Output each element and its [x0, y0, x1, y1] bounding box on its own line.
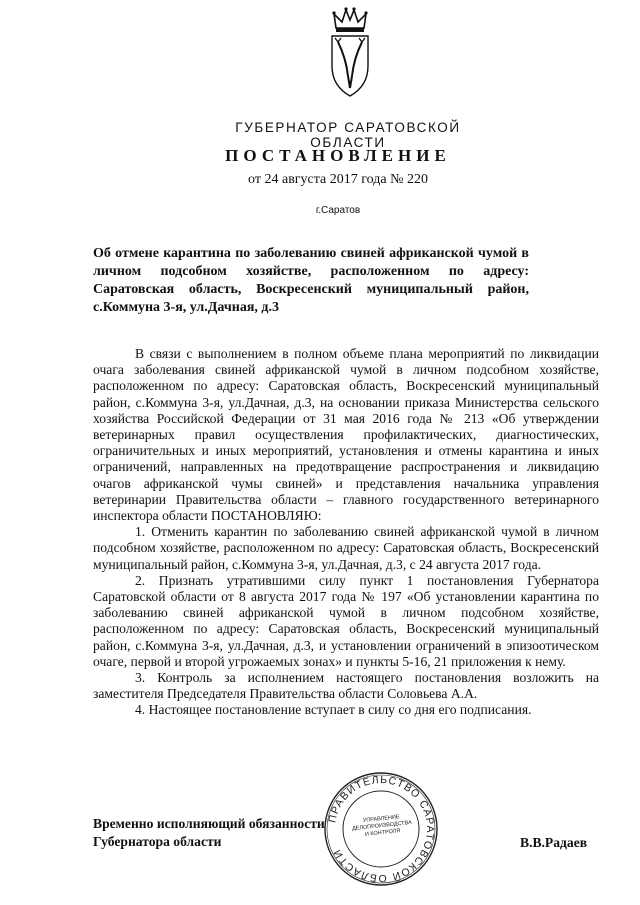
signatory-position-line-1: Временно исполняющий обязанности — [93, 816, 325, 831]
resolution-item-3: 3. Контроль за исполнением настоящего постановления возложить на заместителя Председателя Правительства области Соловьева А.А. — [93, 670, 599, 702]
seal-inner-text: УПРАВЛЕНИЕ ДЕЛОПРОИЗВОДСТВА И КОНТРОЛЯ — [351, 814, 413, 838]
coat-of-arms-icon — [326, 6, 374, 100]
preamble-paragraph: В связи с выполнением в полном объеме плана мероприятий по ликвидации очага заболевания свиней африканской чумой в личном подсобном хозяйстве, расположенном по адресу: Саратовская область, Воскресенский муниципальный район, с.Коммуна 3-я, ул.Дачная, д.3, на основании приказа Министерства сельского хозяйства Российской Федерации от 31 мая 2016 года № 213 «Об утверждении ветеринарных правил осуществления профилактических, диагностических, ограничительных и иных мероприятий, установления и отмены карантина и иных ограничений, направленных на предотвращение распространения и ликвидацию очагов африканской чумы свиней» и представления начальника управления ветеринарии Правительства области – главного государственного ветеринарного инспектора области ПОСТАНОВЛЯЮ: — [93, 346, 599, 524]
document-subject: Об отмене карантина по заболеванию свиней африканской чумой в личном подсобном хозяйстве, расположенном по адресу: Саратовская область, Воскресенский муниципальный район, с.Коммуна 3-я, ул.Дачная, д.3 — [93, 246, 529, 315]
resolution-item-4: 4. Настоящее постановление вступает в силу со дня его подписания. — [135, 702, 532, 718]
document-date-number: от 24 августа 2017 года № 220 — [248, 172, 428, 187]
seal-ring-text: ПРАВИТЕЛЬСТВО САРАТОВСКОЙ ОБЛАСТИ — [326, 773, 437, 885]
issue-city: г.Саратов — [315, 205, 361, 216]
document-body — [93, 346, 599, 719]
issuing-authority: ГУБЕРНАТОР САРАТОВСКОЙ ОБЛАСТИ — [235, 120, 461, 150]
resolution-item-1: 1. Отменить карантин по заболеванию свиней африканской чумой в личном подсобном хозяйстве, расположенном по адресу: Саратовская область, Воскресенский муниципальный район, с.Коммуна 3-я, ул.Дачная, д.3, с 24 августа 2017 года. — [93, 524, 599, 572]
document-type-title: ПОСТАНОВЛЕНИЕ — [225, 146, 451, 165]
resolution-item-2: 2. Признать утратившими силу пункт 1 постановления Губернатора Саратовской области от 8 августа 2017 года № 197 «Об установлении карантина по заболеванию свиней африканской чумой в личном подсобном хозяйстве, расположенном по адресу: Саратовская область, Воскресенский муниципальный район, с.Коммуна 3-я, ул.Дачная, д.3, и установлении ограничений в эпизоотическом очаге, первой и второй угрожаемых зонах» и пункты 5-16, 21 приложения к нему. — [93, 572, 599, 669]
signatory-position-line-2: Губернатора области — [93, 834, 222, 849]
signatory-name: В.В.Радаев — [520, 835, 588, 850]
